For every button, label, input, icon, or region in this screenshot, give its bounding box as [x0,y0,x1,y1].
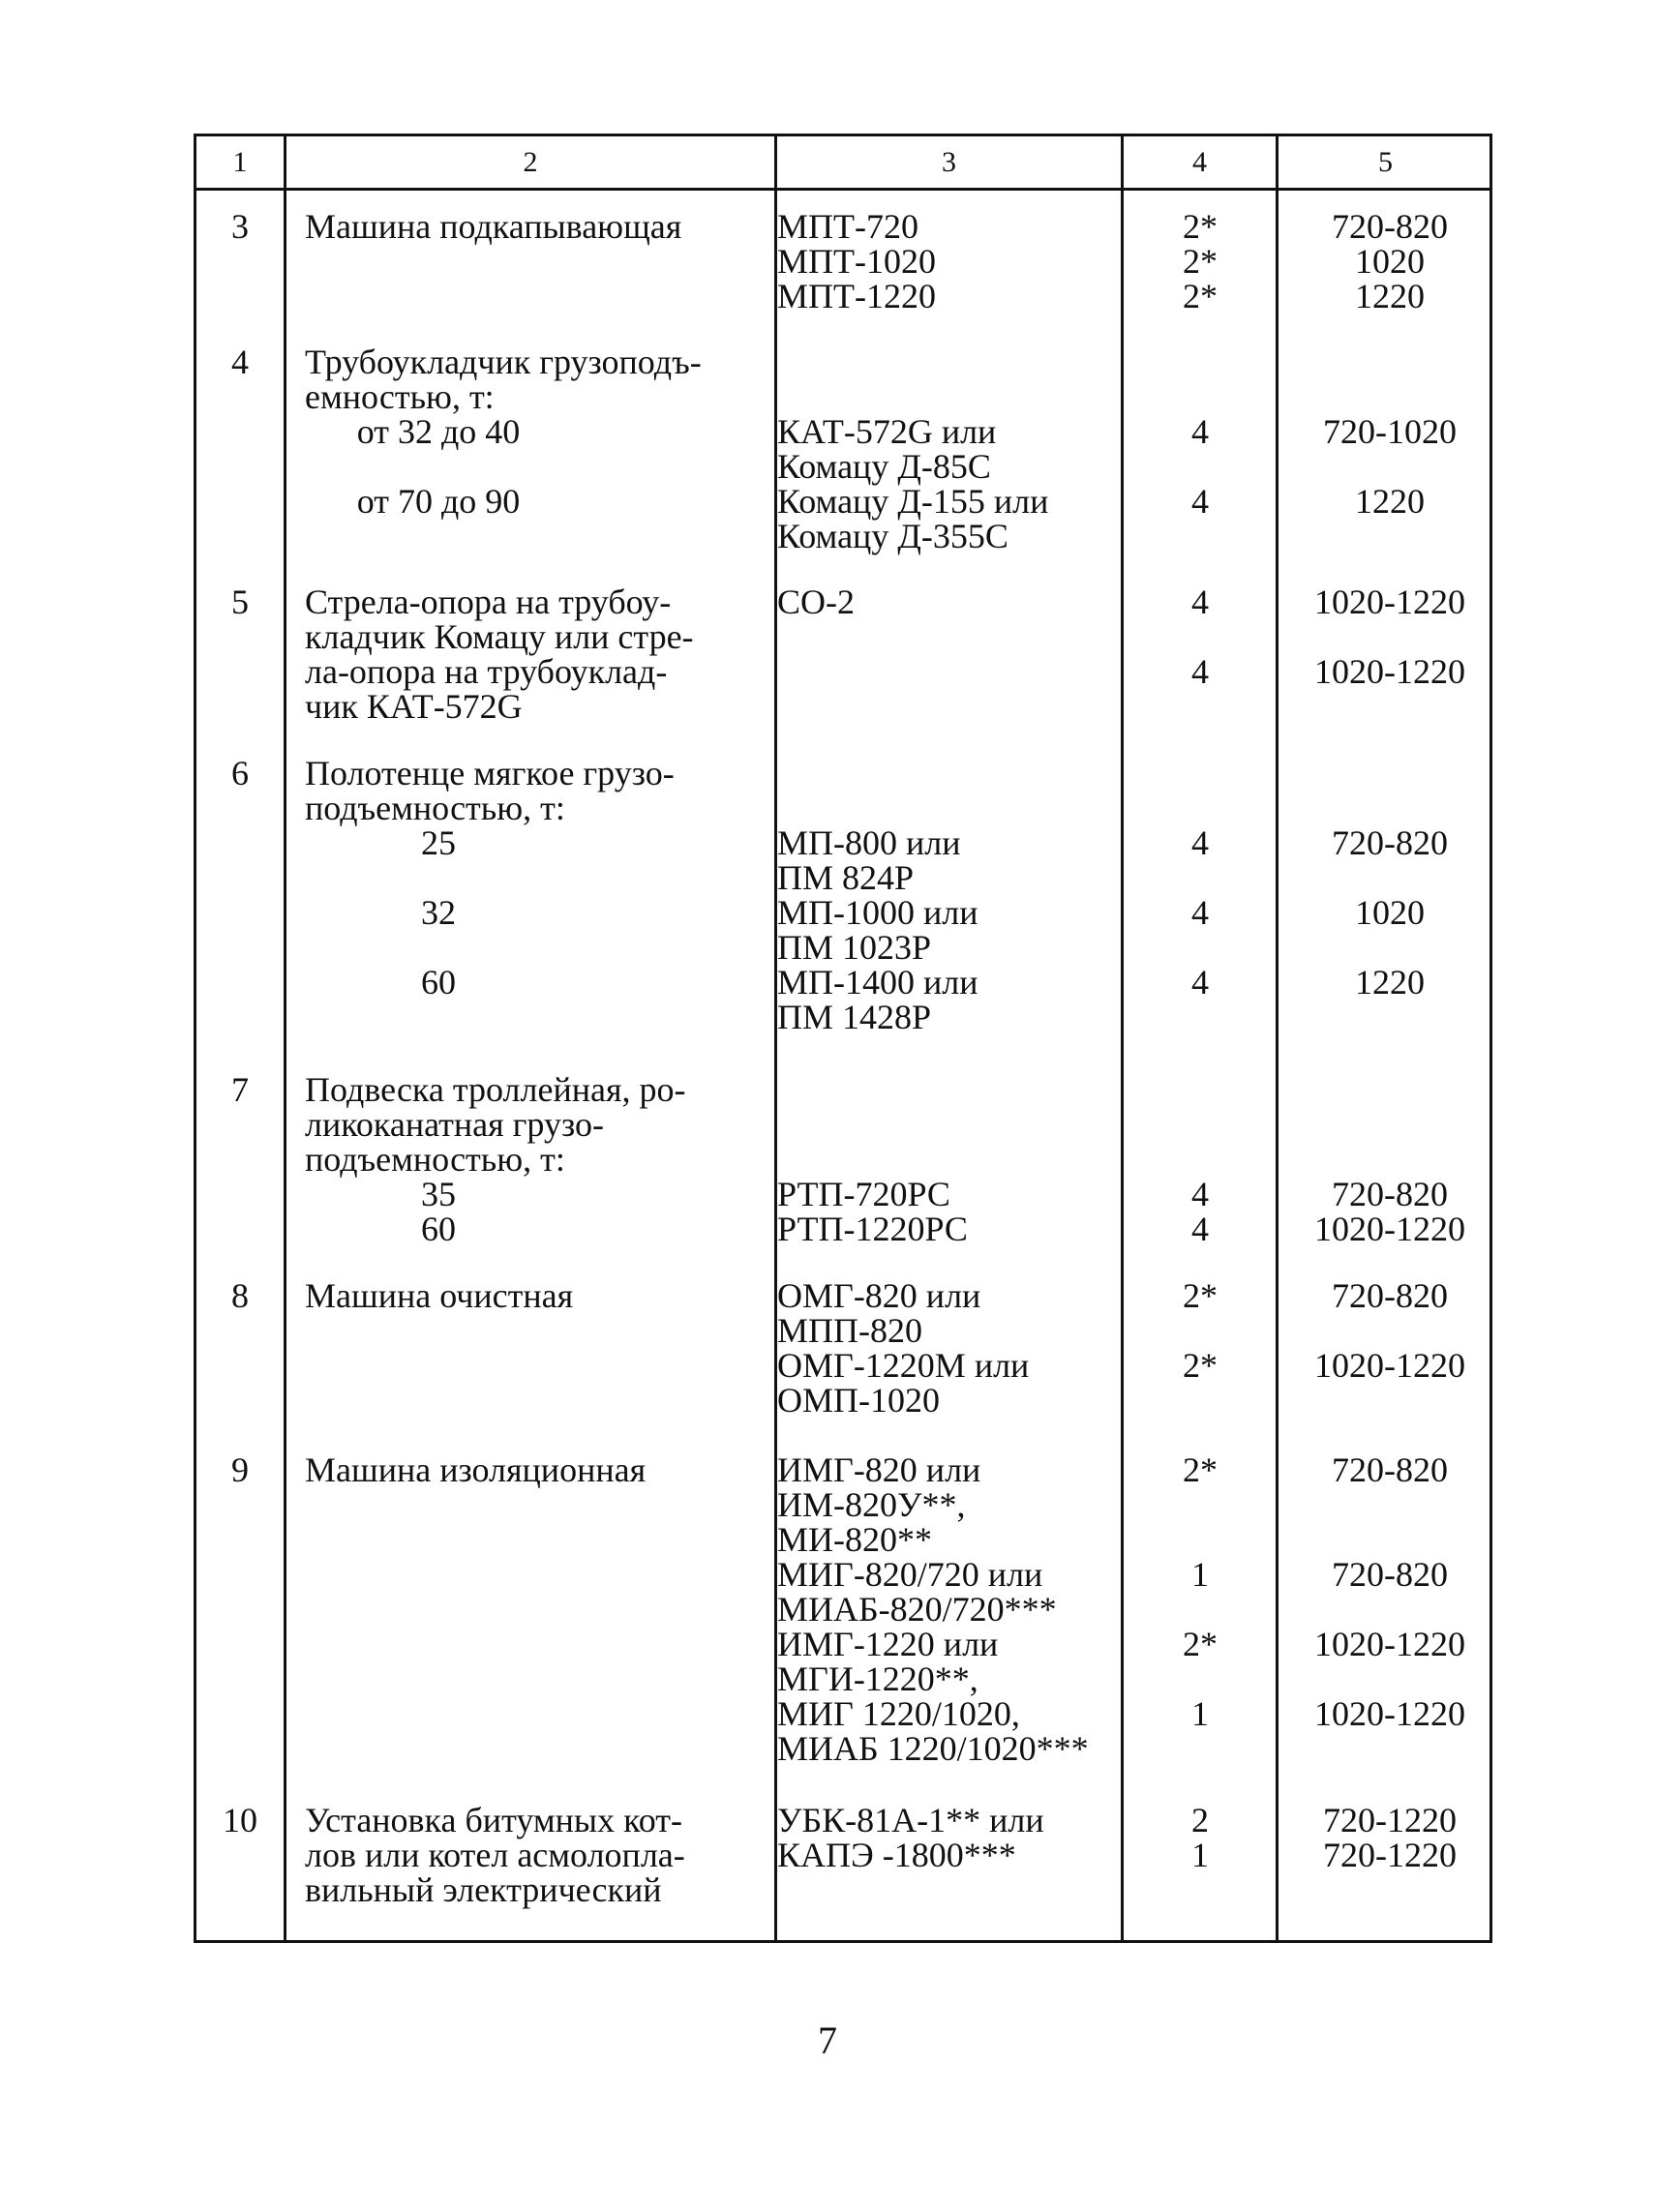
pipe-diameter: 1020-1220 [1314,583,1465,621]
column-divider [1121,136,1124,1940]
row-number: 4 [231,343,249,381]
equipment-mark: МП-1000 или [777,893,978,932]
pipe-diameter: 720-820 [1332,1555,1448,1594]
equipment-mark: Комацу Д-85С [777,447,991,486]
equipment-name: Машина подкапывающая [305,207,682,246]
capacity-value: от 70 до 90 [356,482,521,521]
equipment-mark: МГИ-1220**, [777,1659,978,1698]
pipe-diameter: 720-1220 [1323,1801,1457,1839]
equipment-mark: МПП-820 [777,1311,922,1350]
equipment-mark: МИАБ-820/720*** [777,1590,1057,1629]
equipment-name: Подвеска троллейная, ро- [305,1070,686,1109]
header-col-4: 4 [1192,145,1207,178]
column-divider [1276,136,1279,1940]
header-col-1: 1 [232,145,248,178]
pipe-diameter: 720-820 [1332,1450,1448,1489]
header-divider [196,188,1490,191]
pipe-diameter: 720-1220 [1323,1836,1457,1874]
equipment-mark: МПТ-1220 [777,277,936,315]
equipment-mark: МИАБ 1220/1020*** [777,1729,1089,1768]
header-col-5: 5 [1378,145,1393,178]
equipment-name: ла-опора на трубоуклад- [305,652,668,691]
equipment-name: ликоканатная грузо- [305,1105,604,1144]
equipment-table [194,134,1492,1943]
equipment-mark: МИГ-820/720 или [777,1555,1043,1594]
pipe-diameter: 720-820 [1332,1276,1448,1315]
pipe-diameter: 1020-1220 [1314,652,1465,691]
capacity-value: 60 [421,1210,456,1248]
equipment-name: кладчик Комацу или стре- [305,617,694,656]
capacity-value: 60 [421,963,456,1001]
quantity: 4 [1191,482,1209,521]
quantity: 4 [1191,963,1209,1001]
equipment-mark: МИГ 1220/1020, [777,1694,1020,1733]
equipment-mark: ИМГ-1220 или [777,1625,999,1663]
equipment-mark: ОМГ-820 или [777,1276,981,1315]
equipment-name: Полотенце мягкое грузо- [305,754,675,792]
equipment-mark: МПТ-720 [777,207,918,246]
equipment-mark: ПМ 1428Р [777,998,932,1036]
quantity: 2* [1183,1276,1218,1315]
quantity: 2* [1183,1450,1218,1489]
equipment-mark: ПМ 824Р [777,858,915,897]
pipe-diameter: 720-820 [1332,1175,1448,1213]
equipment-mark: ОМП-1020 [777,1381,940,1420]
row-number: 9 [231,1450,249,1489]
equipment-mark: Комацу Д-355С [777,517,1008,555]
quantity: 1 [1191,1836,1209,1874]
equipment-name: Установка битумных кот- [305,1801,682,1839]
quantity: 4 [1191,823,1209,862]
header-col-3: 3 [942,145,956,178]
equipment-mark: КАТ-572G или [777,412,997,451]
pipe-diameter: 1220 [1355,963,1425,1001]
equipment-mark: ПМ 1023Р [777,928,932,967]
quantity: 1 [1191,1694,1209,1733]
quantity: 4 [1191,1175,1209,1213]
pipe-diameter: 1020-1220 [1314,1210,1465,1248]
pipe-diameter: 1020 [1355,242,1425,281]
pipe-diameter: 1020-1220 [1314,1694,1465,1733]
quantity: 2* [1183,207,1218,246]
pipe-diameter: 1220 [1355,277,1425,315]
equipment-name: подъемностью, т: [305,789,565,827]
equipment-name: Трубоукладчик грузоподъ- [305,343,702,381]
page-number: 7 [818,2018,837,2062]
equipment-mark: КАПЭ -1800*** [777,1836,1016,1874]
pipe-diameter: 1020-1220 [1314,1625,1465,1663]
equipment-name: лов или котел асмолопла- [305,1836,685,1874]
quantity: 2 [1191,1801,1209,1839]
equipment-mark: МП-1400 или [777,963,978,1001]
equipment-name: Машина изоляционная [305,1450,647,1489]
pipe-diameter: 720-1020 [1323,412,1457,451]
equipment-name: емностью, т: [305,377,495,416]
equipment-name: подъемностью, т: [305,1140,565,1179]
capacity-value: 32 [421,893,456,932]
quantity: 2* [1183,242,1218,281]
row-number: 8 [231,1276,249,1315]
capacity-value: 25 [421,823,456,862]
capacity-value: от 32 до 40 [356,412,521,451]
pipe-diameter: 720-820 [1332,823,1448,862]
quantity: 4 [1191,652,1209,691]
row-number: 7 [231,1070,249,1109]
equipment-mark: УБК-81А-1** или [777,1801,1044,1839]
row-number: 3 [231,207,249,246]
equipment-name: вильный электрический [305,1870,662,1909]
equipment-mark: ИМ-820У**, [777,1485,966,1524]
equipment-mark: МПТ-1020 [777,242,936,281]
quantity: 4 [1191,583,1209,621]
column-divider [284,136,286,1940]
equipment-mark: СО-2 [777,583,855,621]
equipment-mark: РТП-1220РС [777,1210,968,1248]
quantity: 2* [1183,277,1218,315]
equipment-name: Машина очистная [305,1276,574,1315]
row-number: 5 [231,583,249,621]
equipment-name: Стрела-опора на трубоу- [305,583,672,621]
pipe-diameter: 1020-1220 [1314,1346,1465,1385]
equipment-mark: Комацу Д-155 или [777,482,1049,521]
quantity: 4 [1191,412,1209,451]
row-number: 10 [223,1801,257,1839]
equipment-mark: РТП-720РС [777,1175,950,1213]
pipe-diameter: 720-820 [1332,207,1448,246]
quantity: 4 [1191,1210,1209,1248]
capacity-value: 35 [421,1175,456,1213]
pipe-diameter: 1220 [1355,482,1425,521]
quantity: 2* [1183,1346,1218,1385]
quantity: 4 [1191,893,1209,932]
header-col-2: 2 [523,145,538,178]
equipment-mark: МИ-820** [777,1520,932,1559]
pipe-diameter: 1020 [1355,893,1425,932]
row-number: 6 [231,754,249,792]
equipment-mark: ИМГ-820 или [777,1450,981,1489]
quantity: 2* [1183,1625,1218,1663]
equipment-mark: МП-800 или [777,823,961,862]
equipment-name: чик КАТ-572G [305,687,523,726]
quantity: 1 [1191,1555,1209,1594]
equipment-mark: ОМГ-1220М или [777,1346,1030,1385]
